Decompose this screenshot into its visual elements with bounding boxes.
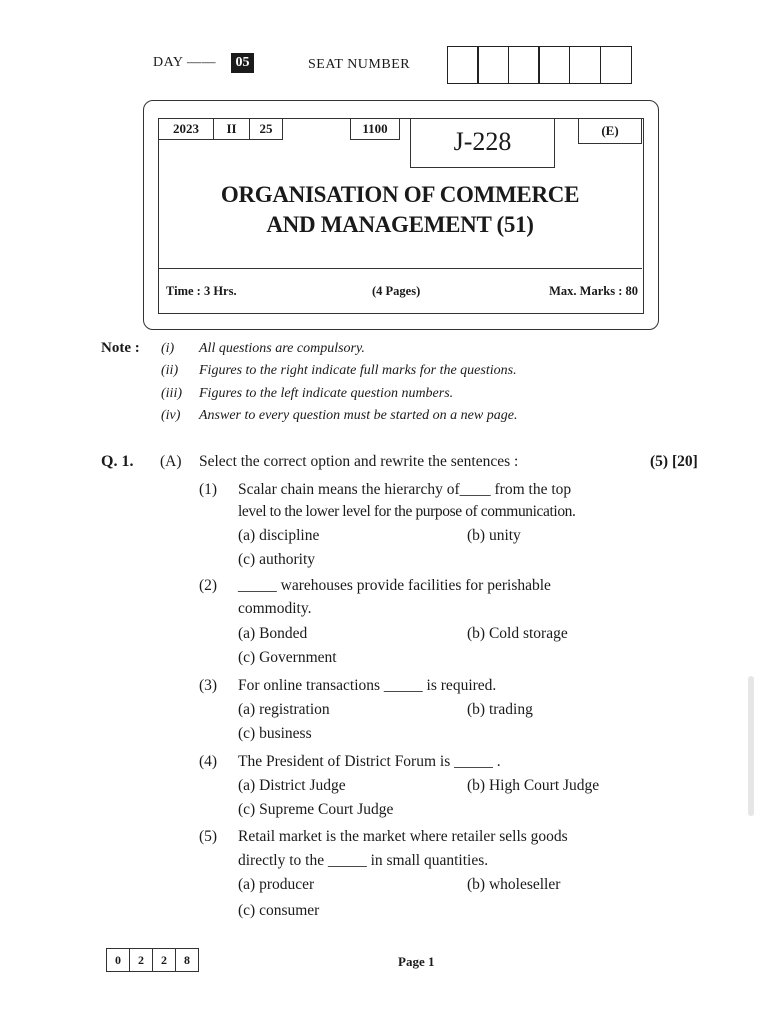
day-value: 05 bbox=[231, 53, 254, 73]
note-text: All questions are compulsory. bbox=[199, 341, 365, 356]
option-c: (c) business bbox=[238, 725, 312, 742]
option-c: (c) consumer bbox=[238, 902, 320, 919]
seat-box[interactable] bbox=[600, 46, 632, 84]
seat-box[interactable] bbox=[508, 46, 540, 84]
note-num: (ii) bbox=[161, 363, 179, 378]
footer-code-digit: 0 bbox=[106, 948, 130, 972]
item-number: (1) bbox=[199, 481, 218, 498]
subject-title-line2: AND MANAGEMENT (51) bbox=[266, 212, 534, 237]
item-number: (5) bbox=[199, 828, 218, 845]
option-b: (b) unity bbox=[467, 527, 521, 544]
pages-label: (4 Pages) bbox=[372, 284, 421, 298]
question-instruction: Select the correct option and rewrite the sentences : bbox=[199, 453, 519, 470]
option-c: (c) Supreme Court Judge bbox=[238, 801, 394, 818]
item-text: level to the lower level for the purpose of communication. bbox=[238, 503, 576, 520]
item-number: (4) bbox=[199, 753, 218, 770]
item-text: _____ warehouses provide facilities for perishable bbox=[238, 577, 551, 594]
note-label: Note : bbox=[101, 340, 140, 356]
day-label: DAY —— bbox=[153, 55, 217, 70]
note-num: (iii) bbox=[161, 386, 182, 401]
item-text: Scalar chain means the hierarchy of____ from the top bbox=[238, 481, 572, 498]
item-text: For online transactions _____ is required. bbox=[238, 677, 497, 694]
question-part: (A) bbox=[160, 453, 182, 470]
seat-number-label: SEAT NUMBER bbox=[308, 57, 411, 72]
footer-code-boxes bbox=[106, 948, 199, 972]
option-b: (b) trading bbox=[467, 701, 533, 718]
paper-code: J-228 bbox=[410, 118, 555, 168]
option-c: (c) Government bbox=[238, 649, 337, 666]
option-a: (a) producer bbox=[238, 876, 315, 893]
option-a: (a) District Judge bbox=[238, 777, 346, 794]
note-num: (i) bbox=[161, 341, 175, 356]
max-marks-label: Max. Marks : 80 bbox=[549, 284, 638, 298]
option-a: (a) discipline bbox=[238, 527, 320, 544]
year-code: 2023 bbox=[158, 118, 214, 140]
seat-box[interactable] bbox=[569, 46, 601, 84]
item-text: commodity. bbox=[238, 600, 312, 617]
time-label: Time : 3 Hrs. bbox=[166, 284, 237, 298]
seat-box[interactable] bbox=[447, 46, 479, 84]
item-number: (3) bbox=[199, 677, 218, 694]
note-num: (iv) bbox=[161, 408, 181, 423]
note-text: Figures to the left indicate question numbers. bbox=[199, 386, 454, 401]
subject-title-line1: ORGANISATION OF COMMERCE bbox=[220, 182, 580, 207]
footer-code-digit: 2 bbox=[153, 948, 176, 972]
option-b: (b) Cold storage bbox=[467, 625, 568, 642]
medium-code: (E) bbox=[578, 118, 642, 144]
seat-box[interactable] bbox=[477, 46, 509, 84]
item-number: (2) bbox=[199, 577, 218, 594]
time-code: 1100 bbox=[350, 118, 400, 140]
scan-edge-mark bbox=[748, 676, 754, 816]
option-c: (c) authority bbox=[238, 551, 316, 568]
option-b: (b) wholeseller bbox=[467, 876, 561, 893]
question-number: Q. 1. bbox=[101, 453, 134, 470]
item-text: The President of District Forum is _____ . bbox=[238, 753, 501, 770]
header-divider bbox=[158, 268, 642, 269]
page-number: Page 1 bbox=[398, 954, 435, 969]
question-marks: (5) [20] bbox=[650, 453, 698, 470]
footer-code-digit: 2 bbox=[130, 948, 153, 972]
part-code: II bbox=[213, 118, 250, 140]
item-text: Retail market is the market where retailer sells goods bbox=[238, 828, 568, 845]
footer-code-digit: 8 bbox=[176, 948, 199, 972]
option-a: (a) registration bbox=[238, 701, 330, 718]
num-code: 25 bbox=[249, 118, 283, 140]
option-a: (a) Bonded bbox=[238, 625, 308, 642]
seat-number-boxes[interactable] bbox=[448, 46, 632, 84]
seat-box[interactable] bbox=[538, 46, 570, 84]
note-text: Answer to every question must be started on a new page. bbox=[199, 408, 518, 423]
option-b: (b) High Court Judge bbox=[467, 777, 600, 794]
note-text: Figures to the right indicate full marks for the questions. bbox=[199, 363, 517, 378]
item-text: directly to the _____ in small quantities. bbox=[238, 852, 489, 869]
